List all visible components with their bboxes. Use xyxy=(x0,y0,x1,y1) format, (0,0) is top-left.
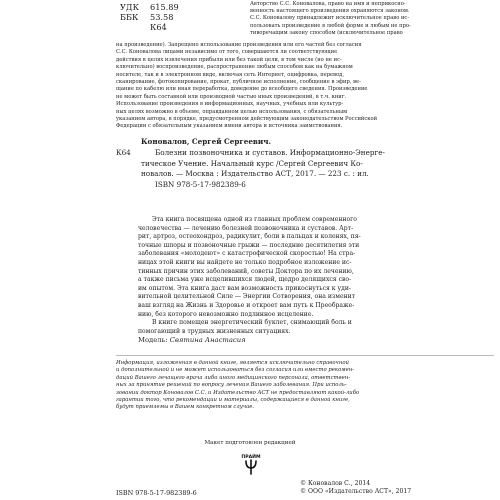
prepared-by-note: Макет подготовлен редакцией xyxy=(204,440,296,446)
classification-row: УДК 615.89 xyxy=(120,2,179,12)
publisher-logo-text: ПРАЙМ xyxy=(241,455,261,460)
medical-disclaimer: Информация, изложенная в данной книге, является исключительно справочной и дополнительной и не может использоваться без согласия или вместо рекомен- даций Вашего лечащего врача либо иного медицинского персонала, ответствен- ных за принятие решений по вопросу лечения Вашего заболевания. При исполь- зовании доктор Коновалов С.С. и Издательство АСТ не предоставляют какой-либо гарантии того, что рекомендации и материалы, содержащиеся в данной книге, будут приемлемы в Вашем конкретном случае. xyxy=(116,355,494,412)
psi-icon xyxy=(246,460,256,474)
publisher-logo xyxy=(243,452,259,476)
bibliographic-description: Болезни позвоночника и суставов. Информационно-Энерге- тическое Учение. Начальный курс /Сергей Сергеевич Ко- новалов. — Москва : Издательство АСТ, 2017. — 223 с. : ил. ISBN 978-5-17-982389-6 xyxy=(141,148,385,189)
book-annotation: Эта книга посвящена одной из главных проблем современного человечества — лечению болезней позвоночника и суставов. Арт- рит, артроз, остеохондроз, радикулит, боли в пальцах и коленях, пя- точные шпоры и позвоночные грыжи — последние десятилетия эти заболевания «молодеют» с катастрофической скоростью! На стра- ницах этой книги вы найдете не только подробное изложение ис- тинных причин этих заболеваний, советы Доктора по их лечению, а также письма уже исцелившихся людей, щедро делящихся сво- им опытом. Эта книга даст вам возможность прикоснуться к уди- вительной целительной Силе — Энергии Сотворения, она изменит ваш взгляд на Жизнь и Здоровье и откроет вам путь к Преображе- нию, без которого невозможно подлинное исцеление. В книге помещен энергетический буклет, снимающий боль и помогающий в трудных жизненных ситуациях. xyxy=(138,216,361,335)
classification-row: ББК 53.58 xyxy=(120,12,174,22)
isbn-footer: ISBN 978-5-17-982389-6 xyxy=(116,489,197,497)
rights-notice: на произведение). Запрещено использование произведения или его частей без согласия С.С. Коновалова лицами независимо от того, совершаются ли соответствующие действия в целях извлечения прибыли или без такой цели, в том числе (но не ис- ключительно) воспроизведение, распространение любым способом как на бумажном носителе, так и в электронном виде, включая сеть Интернет, оцифровка, перевод, сканирование, фотокопирование, прокат, публичное исполнение, сообщение в эфир, ве- щание по кабелю или иная переработка, доведение до всеобщего сведения. Произведение не может быть составной или производной частью иных произведений, в т.ч. книг. Использование произведения в информационных, научных, учебных или культур- ных целях возможно в объеме, оправданном целью использования, с обязательным указанием автора, в порядке, предусмотренном действующим законодательством Российской Федерации с обязательным указанием имени автора и источника заимствования. xyxy=(116,42,378,130)
model-credit: Модель: Святина Анастасия xyxy=(138,336,246,344)
rights-notice-top: Авторство С.С. Коновалова, право на имя и неприкосно- венность настоящего произведения охраняются законом. С.С. Коновалову принадлежит исключительное право ис- пользовать произведение в любой форме и любым не про- тиворечащим закону способом (исключительное право xyxy=(250,1,411,36)
classification-codes xyxy=(120,2,179,32)
classification-row: К64 xyxy=(150,22,167,32)
author-heading: Коновалов, Сергей Сергеевич. xyxy=(141,137,271,146)
copyright-block: © Коновалов С., 2014 © ООО «Издательство АСТ», 2017 xyxy=(300,480,412,496)
author-code: К64 xyxy=(116,148,131,157)
